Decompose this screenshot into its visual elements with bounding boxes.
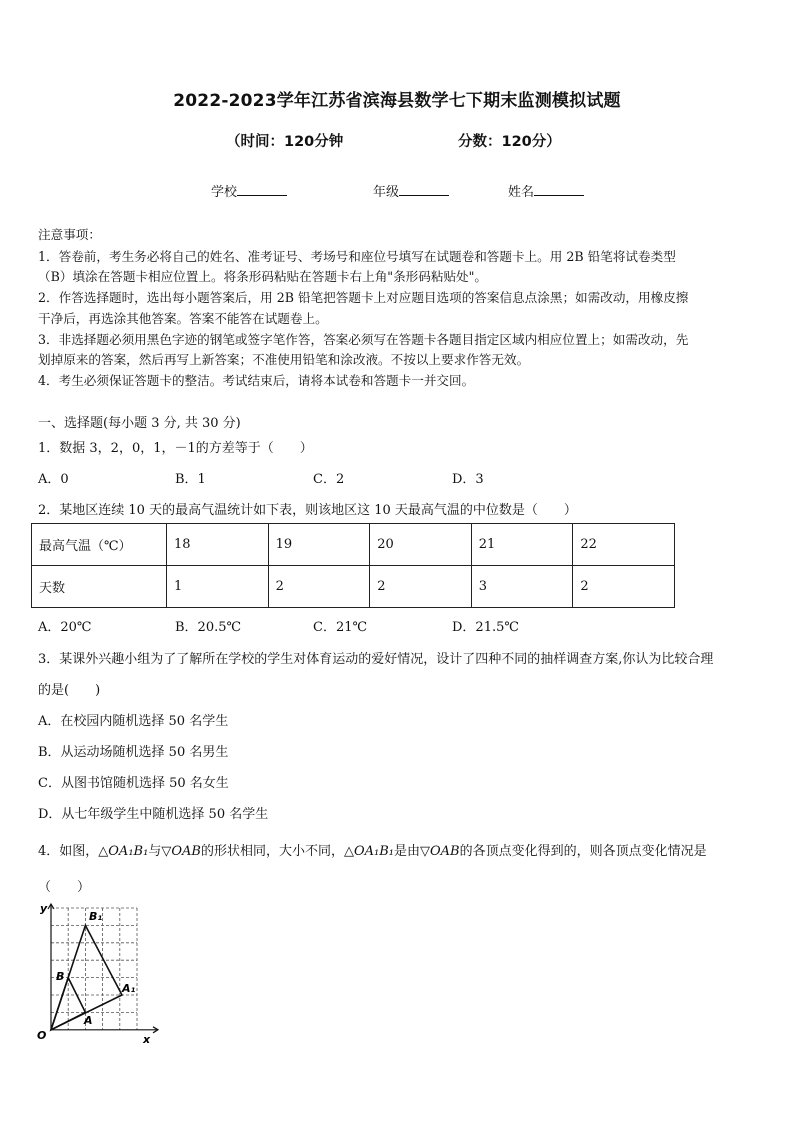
note-line: 4．考生必须保证答题卡的整洁。考试结束后，请将本试卷和答题卡一并交回。 [38,373,475,388]
temperature-table [31,523,675,608]
school-blank[interactable] [237,183,287,196]
note-line: 3．非选择题必须用黑色字迹的钢笔或签字笔作答，答案必须写在答题卡各题目指定区域内相应位置上；如需改动，先 [38,332,689,347]
q2-stem: 2．某地区连续 10 天的最高气温统计如下表，则该地区这 10 天最高气温的中位数是（ ） [38,503,577,518]
q1-option-d[interactable]: D．3 [452,472,484,487]
table-row [32,566,675,608]
q3-stem-line2: 的是( ) [38,683,101,698]
table-cell: 最高气温（℃） [32,524,167,566]
q4-bracket: （ ） [38,880,91,895]
table-cell: 天数 [32,566,167,608]
name-blank[interactable] [534,183,584,196]
note-line: 干净后，再选涂其他答案。答案不能答在试题卷上。 [38,311,328,326]
school-field[interactable] [211,181,287,200]
grid-lines [51,908,137,1030]
triangle-oa1b1: △OA₁B₁ [98,844,149,859]
q2-option-b[interactable]: B．20.5℃ [175,620,242,635]
triangle-oab: ▽OAB [161,844,201,859]
q1-option-c[interactable]: C．2 [313,472,345,487]
exam-score: 分数：120分） [458,134,561,150]
q3-option-a[interactable]: A．在校园内随机选择 50 名学生 [38,714,229,729]
point-a-label: A [84,1014,93,1027]
grade-field[interactable] [373,181,449,200]
q4-stem [38,840,707,859]
coordinate-figure [34,900,166,1046]
triangle-oa1b1: △OA₁B₁ [343,844,394,859]
table-cell: 3 [471,566,573,608]
school-label: 学校 [211,185,238,200]
point-a1-label: A₁ [122,982,136,995]
table-cell: 18 [167,524,269,566]
table-cell: 1 [167,566,269,608]
q1-option-a[interactable]: A．0 [38,472,69,487]
q2-option-d[interactable]: D．21.5℃ [452,620,519,635]
name-field[interactable] [508,181,584,200]
grade-label: 年级 [373,185,400,200]
q2-option-c[interactable]: C．21℃ [313,620,368,635]
note-line: （B）填涂在答题卡相应位置上。将条形码粘贴在答题卡右上角"条形码粘贴处"。 [38,269,488,284]
q1-option-b[interactable]: B．1 [175,472,206,487]
exam-title: 2022-2023学年江苏省滨海县数学七下期末监测模拟试题 [173,91,621,111]
exam-time: （时间：120分钟 [226,134,344,150]
table-cell: 2 [573,566,675,608]
triangle-oab: ▽OAB [420,844,460,859]
note-line: 2．作答选择题时，选出每小题答案后，用 2B 铅笔把答题卡上对应题目选项的答案信息点涂黑；如需改动，用橡皮擦 [38,290,689,305]
q1-stem: 1．数据 3，2，0，1，－1的方差等于（ ） [38,441,313,456]
q4-text: 是由 [393,844,420,859]
q4-text: 与 [148,844,162,859]
x-axis-label: x [143,1033,151,1046]
q4-text: 的各顶点变化得到的，则各顶点变化情况是 [459,844,707,859]
q2-option-a[interactable]: A．20℃ [38,620,92,635]
table-cell: 20 [370,524,472,566]
table-row [32,524,675,566]
y-axis-label: y [40,902,48,915]
q3-option-c[interactable]: C．从图书馆随机选择 50 名女生 [38,776,229,791]
point-b1-label: B₁ [89,910,103,923]
origin-label: O [37,1029,47,1042]
table-cell: 19 [268,524,370,566]
table-cell: 2 [370,566,472,608]
q4-text: 4．如图， [38,844,99,859]
note-line: 划掉原来的答案，然后再写上新答案；不准使用铅笔和涂改液。不按以上要求作答无效。 [38,352,530,367]
note-line: 1．答卷前，考生务必将自己的姓名、准考证号、考场号和座位号填写在试题卷和答题卡上。用 2B 铅笔将试卷类型 [38,249,676,264]
notes-header: 注意事项： [38,227,101,242]
q4-text: 的形状相同，大小不同， [200,844,344,859]
grade-blank[interactable] [399,183,449,196]
point-b-label: B [56,970,65,983]
section-header: 一、选择题(每小题 3 分, 共 30 分) [38,416,241,431]
name-label: 姓名 [508,185,535,200]
table-cell: 21 [471,524,573,566]
q3-stem-line1: 3．某课外兴趣小组为了了解所在学校的学生对体育运动的爱好情况，设计了四种不同的抽样调查方案,你认为比较合理 [38,652,714,667]
table-cell: 22 [573,524,675,566]
q3-option-d[interactable]: D．从七年级学生中随机选择 50 名学生 [38,807,269,822]
q3-option-b[interactable]: B．从运动场随机选择 50 名男生 [38,745,229,760]
table-cell: 2 [268,566,370,608]
